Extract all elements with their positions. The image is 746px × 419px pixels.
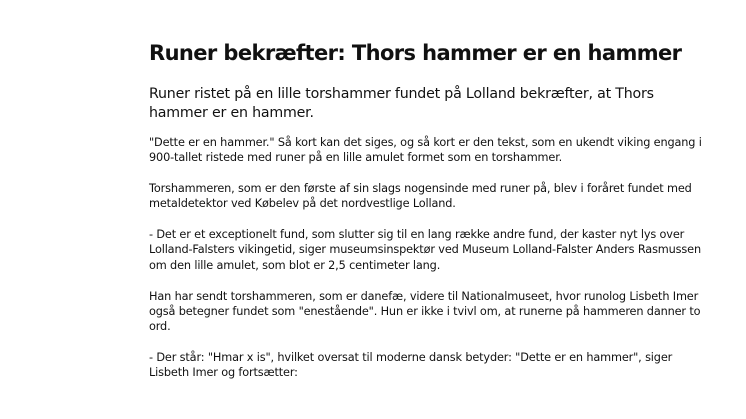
- body-paragraph: "Dette er en hammer." Så kort kan det siges, og så kort er den tekst, som en ukendt viking engang i 900-tallet ristede med runer på en lille amulet formet som en torshammer.: [149, 136, 702, 165]
- body-paragraph: Torshammeren, som er den første af sin slags nogensinde med runer på, blev i foråret fundet med metaldetektor ved Købelev på det nordvestlige Lolland.: [149, 182, 692, 211]
- article-body: [149, 135, 709, 381]
- body-paragraph: - Der står: "Hmar x is", hvilket oversat til moderne dansk betyder: "Dette er en hammer", siger Lisbeth Imer og fortsætter:: [149, 350, 673, 380]
- article-lead: Runer ristet på en lille torshammer fundet på Lolland bekræfter, at Thors hammer er en hammer.: [149, 86, 654, 121]
- article-title: Runer bekræfter: Thors hammer er en hammer: [149, 41, 682, 65]
- body-paragraph: Han har sendt torshammeren, som er danefæ, videre til Nationalmuseet, hvor runolog Lisbeth Imer også betegner fundet som "enestående". Hun er ikke i tvivl om, at runerne på hammeren danner to ord.: [149, 289, 701, 334]
- body-paragraph: - Det er et exceptionelt fund, som slutter sig til en lang række andre fund, der kaster nyt lys over Lolland-Falsters vikingetid, siger museumsinspektør ved Museum Lolland-Falster Anders Rasmussen om den lille amulet, som blot er 2,5 centimeter lang.: [149, 228, 701, 272]
- article: [149, 38, 709, 381]
